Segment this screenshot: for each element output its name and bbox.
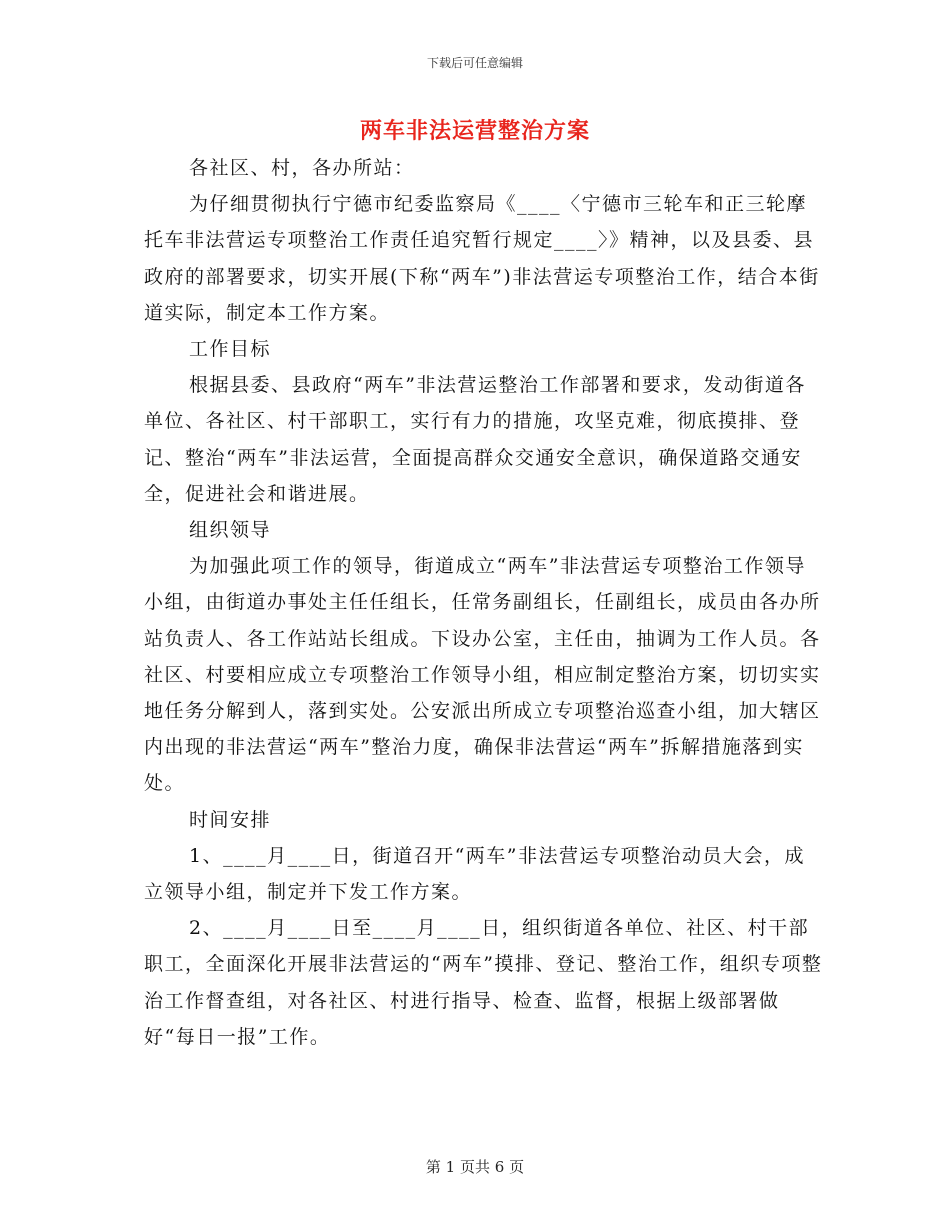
intro-paragraph: 为仔细贯彻执行宁德市纪委监察局《____〈宁德市三轮车和正三轮摩托车非法营运专项整治工作责任追究暂行规定____〉》精神，以及县委、县政府的部署要求，切实开展(下称“两车”)非法营运专项整治工作，结合本街道实际，制定本工作方案。 xyxy=(144,193,820,324)
page-footer: 第 1 页共 6 页 xyxy=(425,1158,525,1176)
section-heading-leadership: 组织领导 xyxy=(189,519,272,542)
section-heading-goals: 工作目标 xyxy=(189,338,272,361)
document-body xyxy=(144,150,824,1055)
goals-paragraph: 根据县委、县政府“两车”非法营运整治工作部署和要求，发动街道各单位、各社区、村干部职工，实行有力的措施，攻坚克难，彻底摸排、登记、整治“两车”非法运营，全面提高群众交通安全意识，确保道路交通安全，促进社会和谐进展。 xyxy=(144,374,806,505)
page-header-note: 下载后可任意编辑 xyxy=(426,56,523,70)
schedule-item-1: 1、____月____日，街道召开“两车”非法营运专项整治动员大会，成立领导小组，制定并下发工作方案。 xyxy=(144,844,806,904)
salutation: 各社区、村，各办所站： xyxy=(189,157,415,179)
section-heading-schedule: 时间安排 xyxy=(189,808,272,831)
schedule-item-2: 2、____月____日至____月____日，组织街道各单位、社区、村干部职工，全面深化开展非法营运的“两车”摸排、登记、整治工作，组织专项整治工作督查组，对各社区、村进行指导、检查、监督，根据上级部署做好“每日一报”工作。 xyxy=(144,917,823,1048)
leadership-paragraph: 为加强此项工作的领导，街道成立“两车”非法营运专项整治工作领导小组，由街道办事处主任任组长，任常务副组长，任副组长，成员由各办所站负责人、各工作站站长组成。下设办公室，主任由，抽调为工作人员。各社区、村要相应成立专项整治工作领导小组，相应制定整治方案，切切实实地任务分解到人，落到实处。公安派出所成立专项整治巡查小组，加大辖区内出现的非法营运“两车”整治力度，确保非法营运“两车”拆解措施落到实处。 xyxy=(144,555,821,795)
document-title: 两车非法运营整治方案 xyxy=(359,118,590,144)
